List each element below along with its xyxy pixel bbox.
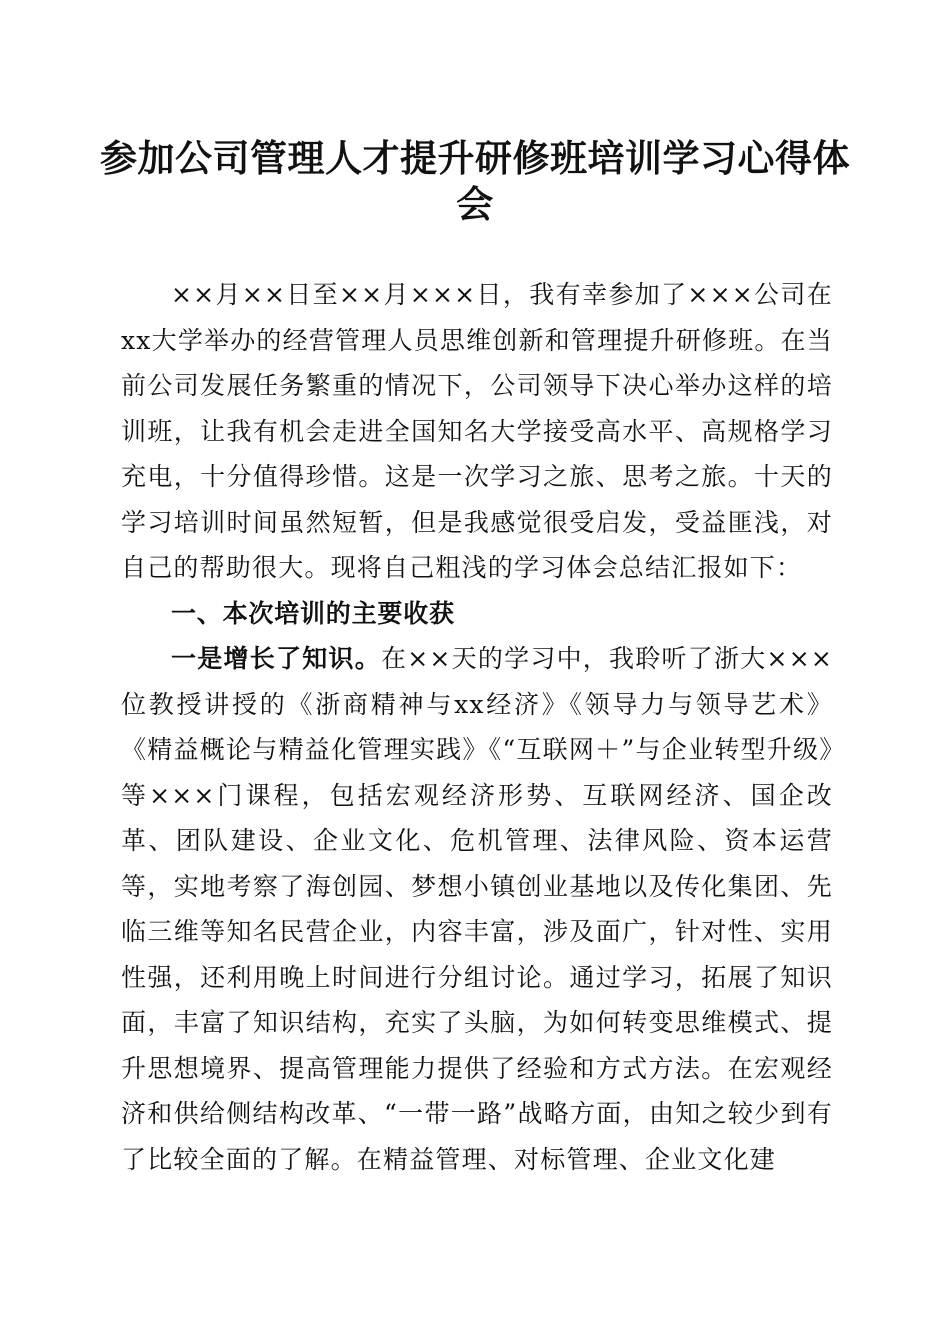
point-text: 在××天的学习中，我聆听了浙大×××位教授讲授的《浙商精神与xx经济》《领导力与领导艺术》《精益概论与精益化管理实践》《“互联网＋”与企业转型升级》等×××门课程，包括宏观经济形势、互联网经济、国企改革、团队建设、企业文化、危机管理、法律风险、资本运营等，实地考察了海创园、梦想小镇创业基地以及传化集团、先临三维等知名民营企业，内容丰富，涉及面广，针对性、实用性强，还利用晚上时间进行分组讨论。通过学习，拓展了知识面，丰富了知识结构，充实了头脑，为如何转变思维模式、提升思想境界、提高管理能力提供了经验和方式方法。在宏观经济和供给侧结构改革、“一带一路”战略方面，由知之较少到有了比较全面的了解。在精益管理、对标管理、企业文化建 xyxy=(121,644,833,1174)
section-heading: 一、本次培训的主要收获 xyxy=(171,598,455,628)
intro-paragraph: ××月××日至××月×××日，我有幸参加了×××公司在xx大学举办的经营管理人员思维创新和管理提升研修班。在当前公司发展任务繁重的情况下，公司领导下决心举办这样的培训班，让我有机会走进全国知名大学接受高水平、高规格学习充电，十分值得珍惜。这是一次学习之旅、思考之旅。十天的学习培训时间虽然短暂，但是我感觉很受启发，受益匪浅，对自己的帮助很大。现将自己粗浅的学习体会总结汇报如下： xyxy=(121,280,833,582)
point-lead: 一是增长了知识。 xyxy=(171,644,381,673)
document-body xyxy=(121,272,833,1182)
document-title: 参加公司管理人才提升研修班培训学习心得体会 xyxy=(100,136,850,226)
point-paragraph xyxy=(121,636,833,1182)
